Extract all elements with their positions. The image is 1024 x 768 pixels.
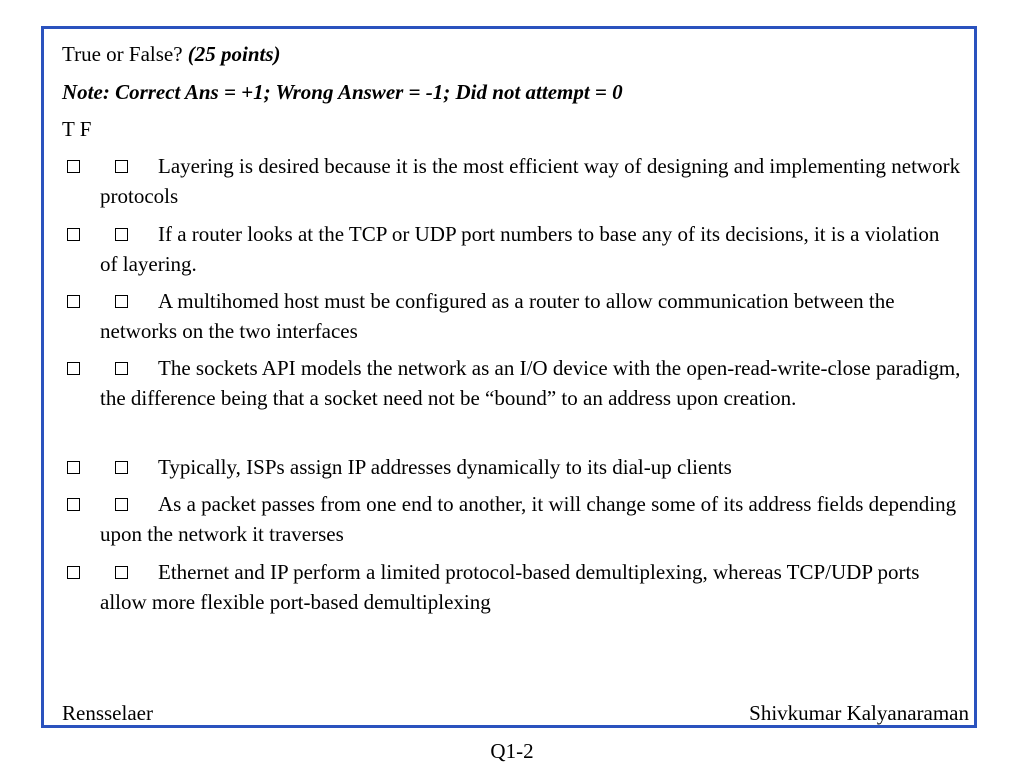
true-checkbox[interactable]	[67, 498, 80, 511]
question-text: As a packet passes from one end to another, it will change some of its address fields depending upon the network it traverses	[100, 492, 957, 546]
footer-author: Shivkumar Kalyanaraman	[749, 701, 969, 725]
true-checkbox[interactable]	[67, 295, 80, 308]
question-text: If a router looks at the TCP or UDP port numbers to base any of its decisions, it is a violation of layering.	[100, 222, 940, 276]
false-checkbox[interactable]	[115, 566, 128, 579]
title-points: (25 points)	[187, 42, 281, 66]
question-item	[62, 151, 962, 211]
question-text: Ethernet and IP perform a limited protocol-based demultiplexing, whereas TCP/UDP ports allow more flexible port-based demultiplexing	[100, 560, 920, 614]
question-item	[62, 489, 962, 549]
footer-institution: Rensselaer	[62, 701, 153, 725]
false-checkbox[interactable]	[115, 228, 128, 241]
question-item	[62, 286, 962, 346]
question-text: A multihomed host must be configured as a router to allow communication between the networks on the two interfaces	[100, 289, 895, 343]
false-checkbox[interactable]	[115, 295, 128, 308]
question-item	[62, 557, 962, 617]
false-checkbox[interactable]	[115, 461, 128, 474]
question-item	[62, 219, 962, 279]
page-number: Q1-2	[490, 739, 534, 763]
question-text: Layering is desired because it is the most efficient way of designing and implementing network protocols	[100, 154, 961, 208]
title-text: True or False?	[62, 42, 183, 66]
true-checkbox[interactable]	[67, 362, 80, 375]
true-checkbox[interactable]	[67, 160, 80, 173]
question-text: The sockets API models the network as an I/O device with the open-read-write-close paradigm, the difference being that a socket need not be “bound” to an address upon creation.	[100, 356, 961, 410]
false-checkbox[interactable]	[115, 498, 128, 511]
question-item	[62, 452, 962, 482]
true-checkbox[interactable]	[67, 228, 80, 241]
slide-title	[62, 39, 281, 69]
false-checkbox[interactable]	[115, 160, 128, 173]
question-item	[62, 353, 962, 413]
question-text: Typically, ISPs assign IP addresses dynamically to its dial-up clients	[158, 455, 732, 479]
true-checkbox[interactable]	[67, 461, 80, 474]
scoring-note: Note: Correct Ans = +1; Wrong Answer = -1; Did not attempt = 0	[62, 80, 623, 104]
tf-column-header: T F	[62, 117, 92, 141]
true-checkbox[interactable]	[67, 566, 80, 579]
false-checkbox[interactable]	[115, 362, 128, 375]
